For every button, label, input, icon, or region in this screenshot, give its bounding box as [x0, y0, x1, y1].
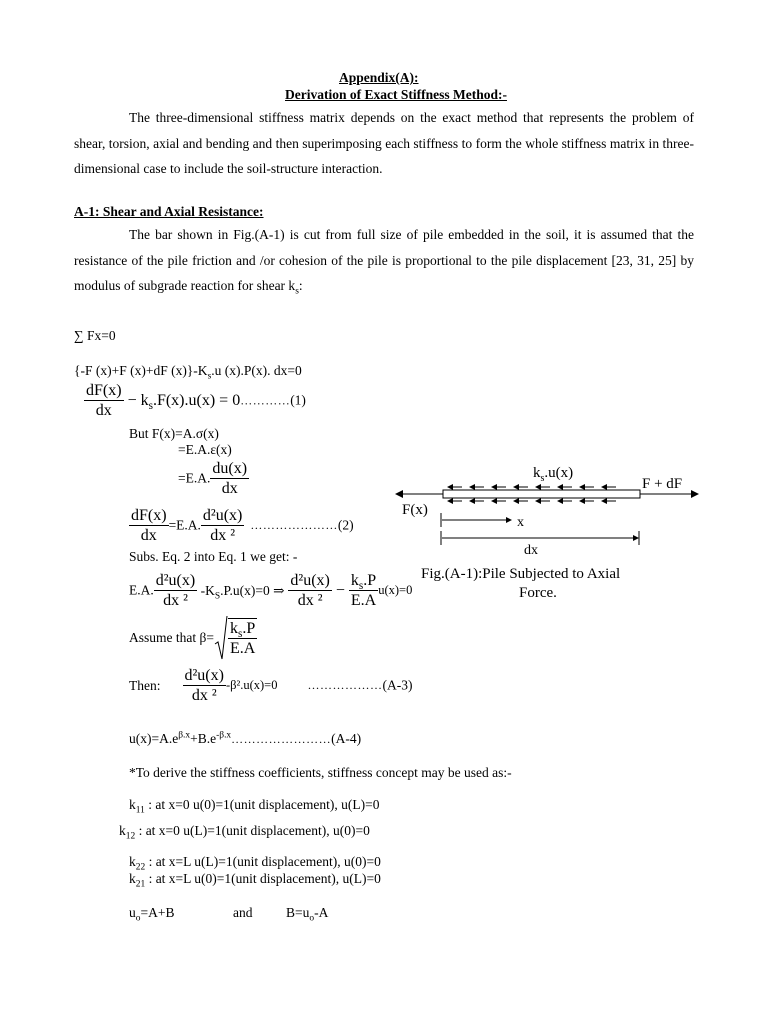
a3-tag: (A-3)	[382, 677, 413, 693]
eq1-fraction	[84, 381, 124, 420]
a4-part-a: u(x)=A.e	[129, 731, 179, 746]
derive-note: *To derive the stiffness coefficients, stiffness concept may be used as:-	[129, 765, 512, 780]
uo-a: u	[129, 905, 136, 920]
equation-a3	[129, 666, 412, 705]
section-heading: A-1: Shear and Axial Resistance:	[74, 204, 264, 219]
sqrt-sign-icon	[214, 614, 228, 662]
k12-line	[119, 823, 370, 842]
assume-num-b: .P	[242, 619, 256, 637]
b-a: B=u	[286, 905, 310, 920]
uo-sub: o	[135, 913, 141, 924]
subs-k-num-sub: s	[358, 580, 364, 593]
balance-sub: s	[207, 371, 212, 382]
subs-numerator-2: d²u(x)	[288, 571, 331, 591]
uo-b: =A+B	[140, 905, 175, 920]
subs-fraction-2	[288, 571, 331, 610]
b-b: -A	[314, 905, 329, 920]
k11-line	[129, 797, 380, 816]
du-line-ea: =E.A.	[178, 470, 211, 486]
balance-part-a: {-F (x)+F (x)+dF (x)}-K	[74, 363, 208, 378]
subs-numerator-1: d²u(x)	[154, 571, 197, 591]
subs-minus: −	[335, 582, 345, 600]
k22-line	[129, 854, 381, 873]
eq2-left-denominator: dx	[140, 527, 157, 545]
a4-dots: ……………………	[231, 732, 332, 746]
eq2-left-numerator: dF(x)	[129, 506, 169, 526]
epsilon-line: =E.A.ε(x)	[178, 442, 232, 457]
eq2-right-numerator: d²u(x)	[201, 506, 244, 526]
k11-k: k	[129, 797, 136, 812]
uo-equation	[129, 905, 175, 924]
page-title: Derivation of Exact Stiffness Method:-	[285, 87, 507, 102]
b-equation	[286, 905, 329, 924]
eq1-tag: (1)	[290, 392, 306, 408]
assume-num-a: k	[230, 619, 239, 637]
then-fraction	[183, 666, 226, 705]
k22-k: k	[129, 854, 136, 869]
x-label: x	[517, 515, 524, 530]
assume-num-sub: s	[238, 628, 243, 640]
subs-mid-b: .P.u(x)=0 ⇒	[220, 582, 285, 598]
assume-label: Assume that β=	[129, 629, 214, 645]
eq2-tag: (2)	[337, 517, 354, 533]
section-paragraph	[74, 222, 694, 299]
appendix-label: Appendix(A):	[339, 70, 419, 85]
a4-sup-2: -β.x	[216, 730, 232, 741]
sum-fx-equation: ∑ Fx=0	[74, 328, 116, 343]
balance-equation	[74, 363, 302, 382]
eq1-rest-b: .F(x).u(x) = 0	[152, 392, 241, 410]
pile-figure	[380, 455, 710, 610]
a3-dots: ………………	[307, 678, 383, 693]
subs-fraction-1	[154, 571, 197, 610]
k21-sub: 21	[135, 879, 146, 890]
figure-caption-line1: Fig.(A-1):Pile Subjected to Axial	[421, 566, 621, 582]
k11-rest: : at x=0 u(0)=1(unit displacement), u(L)=0	[144, 797, 380, 812]
du-line	[178, 459, 249, 498]
eq2-left-fraction	[129, 506, 169, 545]
k21-line	[129, 871, 381, 890]
subs-k-num-b: .P	[363, 572, 377, 589]
du-fraction	[210, 459, 249, 498]
subs-k-num-a: k	[350, 572, 359, 589]
then-label: Then:	[129, 677, 161, 693]
subs-line: Subs. Eq. 2 into Eq. 1 we get: -	[129, 549, 298, 564]
eq1-rest-a: − k	[123, 392, 149, 410]
equation-1	[84, 381, 306, 420]
section-text-sub: s	[295, 286, 299, 297]
but-line: But F(x)=A.σ(x)	[129, 426, 219, 441]
assume-denominator: E.A	[229, 640, 256, 657]
subs-denominator-2: dx ²	[297, 592, 323, 610]
k12-sub: 12	[125, 831, 136, 842]
f-plus-df-label: F + dF	[642, 476, 683, 492]
fx-label: F(x)	[402, 502, 428, 518]
equation-2	[129, 506, 354, 545]
and-word: and	[233, 905, 253, 920]
k21-rest: : at x=L u(0)=1(unit displacement), u(L)=0	[145, 871, 381, 886]
ksu-label: $k_s.u(x)$	[533, 465, 574, 484]
k21-k: k	[129, 871, 136, 886]
assume-fraction	[228, 618, 257, 658]
a4-tag: (A-4)	[331, 731, 362, 746]
then-rest: -β².u(x)=0	[225, 678, 278, 693]
k12-k: k	[119, 823, 126, 838]
eq2-right-denominator: dx ²	[210, 527, 236, 545]
figure-caption-line2: Force.	[519, 585, 557, 601]
subs-denominator-1: dx ²	[163, 592, 188, 610]
dx-label: dx	[524, 543, 538, 558]
eq1-dots: …………	[240, 393, 291, 408]
section-text: The bar shown in Fig.(A-1) is cut from full size of pile embedded in the soil, it is assumed that the resistance of the pile friction and /or cohesion of the pile is proportional to the pile displacement [23, 31, 25] by modulus of subgrade reaction for shear k	[74, 227, 694, 293]
assume-beta	[129, 614, 257, 662]
subs-k-fraction	[349, 571, 378, 610]
eq2-dots: …………………	[250, 518, 338, 533]
subs-tail: u(x)=0	[378, 583, 413, 598]
eq2-right-fraction	[201, 506, 244, 545]
a4-sup-1: β.x	[178, 730, 191, 741]
du-numerator: du(x)	[210, 459, 249, 479]
k22-rest: : at x=L u(L)=1(unit displacement), u(0)=0	[145, 854, 381, 869]
intro-paragraph	[74, 105, 694, 182]
eq1-rest-sub: s	[148, 400, 153, 413]
then-denominator: dx ²	[191, 687, 217, 705]
eq2-mid: =E.A.	[168, 517, 201, 533]
equation-a4	[129, 731, 361, 747]
eq1-numerator: dF(x)	[84, 381, 124, 401]
pile-bar	[443, 490, 640, 498]
k11-sub: 11	[135, 805, 145, 816]
eq1-denominator: dx	[95, 402, 112, 420]
subs-ea: E.A.	[129, 582, 154, 598]
k12-rest: : at x=0 u(L)=1(unit displacement), u(0)=0	[135, 823, 370, 838]
du-denominator: dx	[221, 480, 238, 498]
k22-sub: 22	[135, 862, 146, 873]
subs-mid: -K	[197, 582, 215, 598]
b-sub: o	[309, 913, 315, 924]
subs-k-denominator: E.A	[350, 592, 377, 610]
then-numerator: d²u(x)	[183, 666, 226, 686]
balance-part-b: .u (x).P(x). dx=0	[211, 363, 302, 378]
subs-mid-sub: S	[214, 591, 221, 602]
subs-equation	[129, 571, 412, 610]
section-text-end: :	[298, 278, 303, 293]
intro-text: The three-dimensional stiffness matrix depends on the exact method that represents the problem of shear, torsion, axial and bending and then superimposing each stiffness to form the whole stiffness matrix in three-dimensional case to include the soil-structure interaction.	[74, 110, 694, 176]
a4-part-b: +B.e	[190, 731, 217, 746]
